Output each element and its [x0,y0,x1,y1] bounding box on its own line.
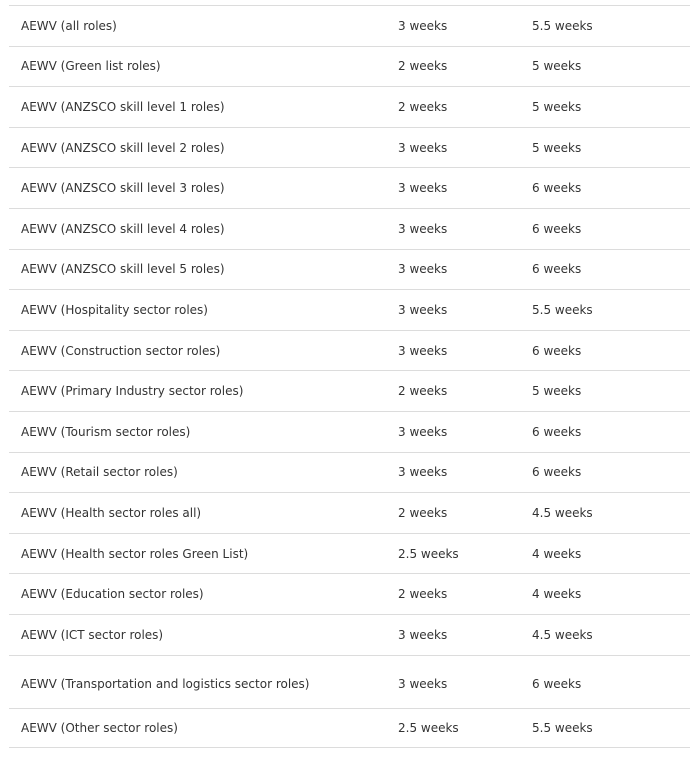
time-cell-col3: 5.5 weeks [532,18,593,33]
table-row [9,492,690,533]
time-cell-col2: 3 weeks [398,140,448,155]
time-cell-col3: 5.5 weeks [532,720,593,735]
visa-type-cell: AEWV (all roles) [21,18,117,33]
processing-times-table [9,5,690,748]
time-cell-col3: 6 weeks [532,424,582,439]
time-cell-col2: 3 weeks [398,302,448,317]
time-cell-col2: 3 weeks [398,465,448,480]
time-cell-col3: 4.5 weeks [532,505,593,520]
table-row [9,370,690,411]
table-row [9,330,690,371]
time-cell-col3: 4 weeks [532,587,582,602]
table-row [9,249,690,290]
time-cell-col3: 4.5 weeks [532,627,593,642]
time-cell-col2: 3 weeks [398,343,448,358]
visa-type-cell: AEWV (Primary Industry sector roles) [21,384,244,399]
visa-type-cell: AEWV (ANZSCO skill level 1 roles) [21,99,225,114]
visa-type-cell: AEWV (Construction sector roles) [21,343,221,358]
time-cell-col3: 5 weeks [532,99,582,114]
time-cell-col2: 2 weeks [398,587,448,602]
time-cell-col2: 3 weeks [398,424,448,439]
table-row [9,5,690,46]
visa-type-cell: AEWV (Tourism sector roles) [21,424,191,439]
time-cell-col3: 4 weeks [532,546,582,561]
time-cell-col3: 5 weeks [532,59,582,74]
visa-type-cell: AEWV (ANZSCO skill level 4 roles) [21,221,225,236]
time-cell-col2: 2 weeks [398,505,448,520]
time-cell-col3: 6 weeks [532,221,582,236]
time-cell-col2: 3 weeks [398,676,448,691]
table-row [9,533,690,574]
time-cell-col3: 5 weeks [532,140,582,155]
visa-type-cell: AEWV (Green list roles) [21,59,161,74]
time-cell-col2: 2.5 weeks [398,546,459,561]
table-row [9,46,690,87]
table-row [9,614,690,655]
time-cell-col3: 6 weeks [532,676,582,691]
visa-type-cell: AEWV (Health sector roles all) [21,505,202,520]
table-row [9,208,690,249]
time-cell-col2: 3 weeks [398,221,448,236]
visa-type-cell: AEWV (Hospitality sector roles) [21,302,208,317]
time-cell-col2: 3 weeks [398,627,448,642]
time-cell-col3: 6 weeks [532,343,582,358]
table-row [9,708,690,749]
time-cell-col3: 5 weeks [532,384,582,399]
visa-type-cell: AEWV (Education sector roles) [21,587,204,602]
visa-type-cell: AEWV (ICT sector roles) [21,627,164,642]
visa-type-cell: AEWV (ANZSCO skill level 5 roles) [21,262,225,277]
table-row [9,655,690,708]
visa-type-cell: AEWV (Transportation and logistics sector roles) [21,676,310,691]
visa-type-cell: AEWV (Other sector roles) [21,720,178,735]
time-cell-col2: 2 weeks [398,384,448,399]
time-cell-col3: 6 weeks [532,181,582,196]
time-cell-col3: 5.5 weeks [532,302,593,317]
time-cell-col2: 3 weeks [398,262,448,277]
visa-type-cell: AEWV (Retail sector roles) [21,465,178,480]
visa-type-cell: AEWV (ANZSCO skill level 2 roles) [21,140,225,155]
time-cell-col3: 6 weeks [532,465,582,480]
table-row [9,86,690,127]
time-cell-col2: 2 weeks [398,59,448,74]
table-row [9,289,690,330]
time-cell-col2: 2.5 weeks [398,720,459,735]
time-cell-col2: 3 weeks [398,18,448,33]
table-row [9,127,690,168]
table-row [9,411,690,452]
time-cell-col2: 3 weeks [398,181,448,196]
time-cell-col3: 6 weeks [532,262,582,277]
time-cell-col2: 2 weeks [398,99,448,114]
visa-type-cell: AEWV (Health sector roles Green List) [21,546,249,561]
table-row [9,573,690,614]
table-row [9,167,690,208]
table-row [9,452,690,493]
visa-type-cell: AEWV (ANZSCO skill level 3 roles) [21,181,225,196]
